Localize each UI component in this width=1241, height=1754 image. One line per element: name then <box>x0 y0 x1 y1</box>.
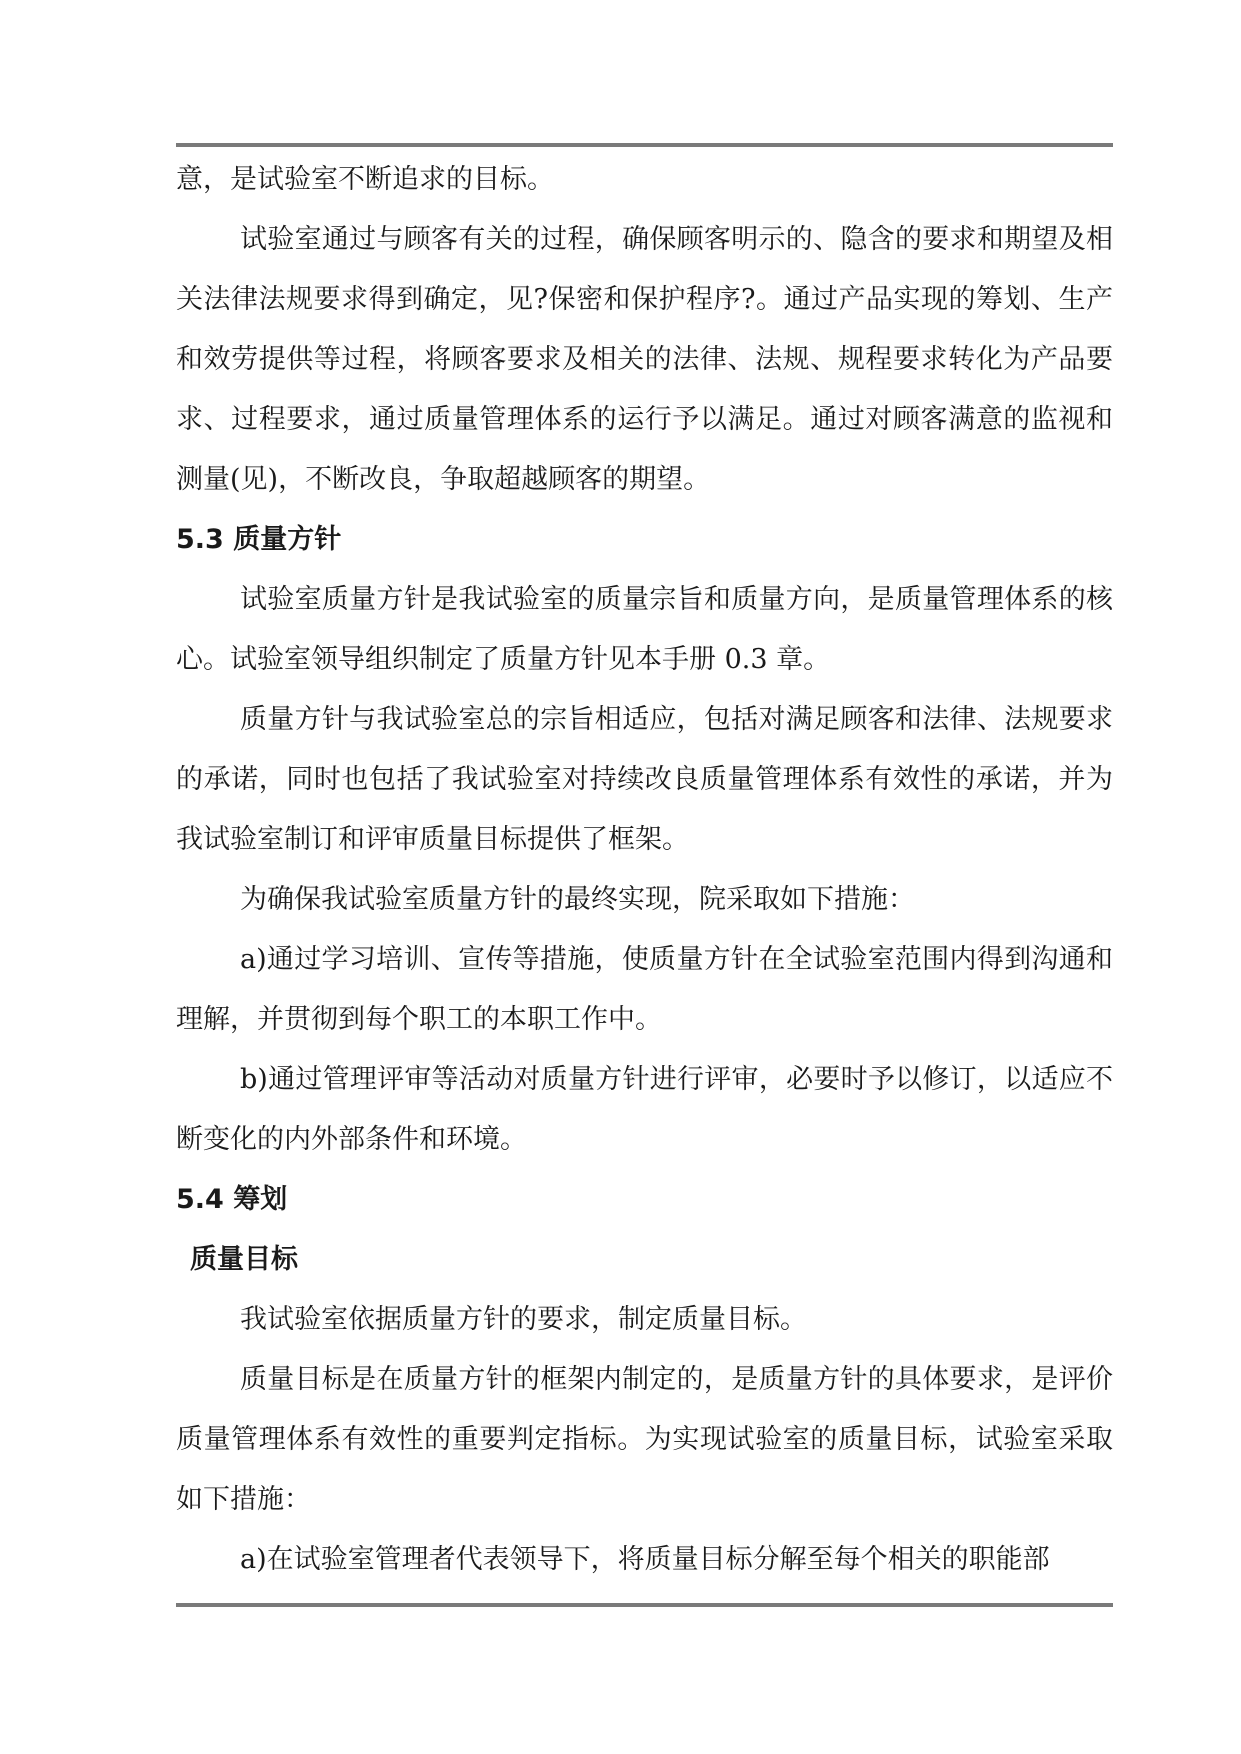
paragraph-measure-b: b)通过管理评审等活动对质量方针进行评审，必要时予以修订，以适应不断变化的内外部条件和环境。 <box>176 1064 1113 1155</box>
section-heading-5-3: 5.3 质量方针 <box>176 524 342 555</box>
footer-rule <box>176 1603 1113 1607</box>
paragraph-quality-policy-core: 试验室质量方针是我试验室的质量宗旨和质量方向，是质量管理体系的核心。试验室领导组织制定了质量方针见本手册 0.3 章。 <box>176 584 1113 675</box>
paragraph-continuation: 意，是试验室不断追求的目标。 <box>176 164 554 195</box>
paragraph-objectives-intro: 我试验室依据质量方针的要求，制定质量目标。 <box>240 1304 807 1335</box>
paragraph-objective-measure-a: a)在试验室管理者代表领导下，将质量目标分解至每个相关的职能部 <box>240 1544 1050 1575</box>
subheading-quality-objectives: 质量目标 <box>190 1244 298 1275</box>
paragraph-measure-a: a)通过学习培训、宣传等措施，使质量方针在全试验室范围内得到沟通和理解，并贯彻到每个职工的本职工作中。 <box>176 944 1113 1035</box>
section-heading-5-4: 5.4 筹划 <box>176 1184 288 1215</box>
paragraph-objectives-definition: 质量目标是在质量方针的框架内制定的，是质量方针的具体要求，是评价质量管理体系有效性的重要判定指标。为实现试验室的质量目标，试验室采取如下措施： <box>176 1364 1113 1515</box>
paragraph-customer-process: 试验室通过与顾客有关的过程，确保顾客明示的、隐含的要求和期望及相关法律法规要求得到确定，见?保密和保护程序?。通过产品实现的筹划、生产和效劳提供等过程，将顾客要求及相关的法律、法规、规程要求转化为产品要求、过程要求，通过质量管理体系的运行予以满足。通过对顾客满意的监视和测量(见)，不断改良，争取超越顾客的期望。 <box>176 224 1113 495</box>
document-body <box>176 150 1113 1590</box>
paragraph-measures-intro: 为确保我试验室质量方针的最终实现，院采取如下措施： <box>240 884 915 915</box>
header-rule <box>176 143 1113 147</box>
paragraph-quality-policy-commitment: 质量方针与我试验室总的宗旨相适应，包括对满足顾客和法律、法规要求的承诺，同时也包括了我试验室对持续改良质量管理体系有效性的承诺，并为我试验室制订和评审质量目标提供了框架。 <box>176 704 1113 855</box>
